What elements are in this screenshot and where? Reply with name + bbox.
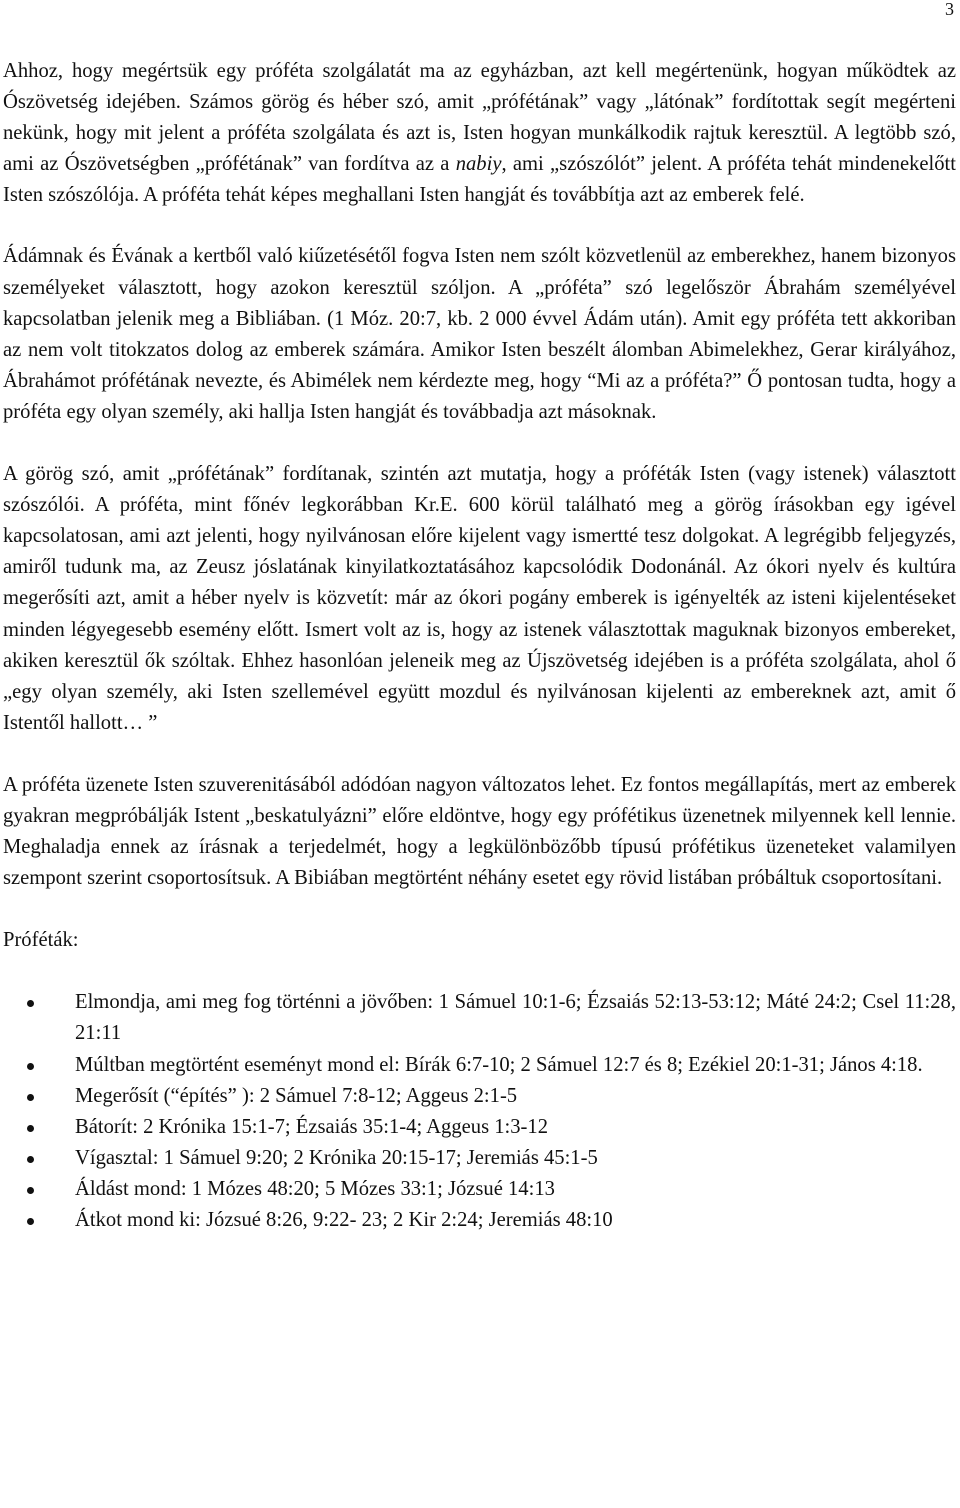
list-item-text: Megerősít (“építés” ): 2 Sámuel 7:8-12; Aggeus 2:1-5 xyxy=(75,1084,518,1107)
list-item-text: Átkot mond ki: Józsué 8:26, 9:22- 23; 2 Kir 2:24; Jeremiás 48:10 xyxy=(75,1209,613,1231)
bullet-icon xyxy=(27,1000,34,1007)
page-number: 3 xyxy=(945,0,954,19)
paragraph-old-testament xyxy=(3,241,956,428)
bullet-icon xyxy=(27,1063,34,1070)
paragraph-message-variety xyxy=(3,770,956,894)
list-item xyxy=(3,1050,956,1081)
bullet-icon xyxy=(27,1218,34,1225)
list-item xyxy=(3,1205,956,1236)
list-item-text: Vígasztal: 1 Sámuel 9:20; 2 Krónika 20:15-17; Jeremiás 45:1-5 xyxy=(75,1146,598,1169)
paragraph-text: , ami „szószólót” jelent. A próféta tehát mindenekelőtt Isten szószólója. A próféta tehát képes meghallani Isten hangját és továbbítja azt az emberek felé. xyxy=(3,153,956,207)
list-item xyxy=(3,1081,956,1112)
list-item-text: Elmondja, ami meg fog történni a jövőben: 1 Sámuel 10:1-6; Ézsaiás 52:13-53:12; Máté 24:2; Csel 11:28, 21:11 xyxy=(75,991,956,1045)
paragraph-text: A görög szó, amit „prófétának” fordítanak, szintén azt mutatja, hogy a próféták Isten (vagy istenek) választott szószólói. A próféta, mint főnév legkorábban Kr.E. 600 körül található meg a görög írásokban egy igével kapcsolatosan, ami azt jelenti, hogy nyilvánosan előre kijelent vagy ismertté tesz dolgokat. A legrégibb feljegyzés, amiről tudunk ma, az Zeusz jóslatának kinyilatkoztatásához kapcsolódik Dodonánál. Az ókori nyelv és kultúra megerősíti azt, amit a héber nyelv is közvetít: már az ókori pogány emberek is igényelték az isteni kijelentéseket minden légyegesebb esemény előtt. Ismert volt az is, hogy az istenek választottak maguknak bizonyos embereket, akiken keresztül ők szóltak. Ehhez hasonlóan jeleneik meg az Újszövetség idejében is a próféta szolgálata, ahol ő „egy olyan személy, aki Isten szellemével együtt mozdul és nyilvánosan kijelenti az embereknek azt, amit ő Istentől hallott… ” xyxy=(3,463,956,734)
paragraph-text: A próféta üzenete Isten szuverenitásából adódóan nagyon változatos lehet. Ez fontos megállapítás, mert az emberek gyakran megpróbálják Istent „beskatulyázni” előre eldöntve, hogy egy prófétikus üzenetnek milyennek kell lennie. Meghaladja ennek az írásnak a terjedelmét, hogy a legkülönbözőbb típusú prófétikus üzeneteket valamilyen szempont szerint csoportosítsuk. A Bibiában megtörtént néhány esetet egy rövid listában próbáltuk csoportosítani. xyxy=(3,773,956,890)
list-item xyxy=(3,1174,956,1205)
list-item-text: Bátorít: 2 Krónika 15:1-7; Ézsaiás 35:1-4; Aggeus 1:3-12 xyxy=(75,1115,549,1138)
prophet-types-list xyxy=(3,987,956,1236)
hebrew-term-nabiy: nabiy xyxy=(455,153,502,176)
list-item xyxy=(3,987,956,1049)
paragraph-text: Ádámnak és Évának a kertből való kiűzetésétől fogva Isten nem szólt közvetlenül az emberekhez, hanem bizonyos személyeket választott, hogy azokon keresztül szóljon. A „próféta” szó legelőször Ábrahám személyével kapcsolatban jelenik meg a Bibliában. (1 Móz. 20:7, kb. 2 000 évvel Ádám után). Amit egy próféta tett akkoriban az nem volt titokzatos dolog az emberek számára. Amikor Isten beszélt álomban Abimelekhez, Gerar királyához, Ábrahámot prófétának nevezte, és Abimélek nem kérdezte meg, hogy “Mi az a próféta?” Ő pontosan tudta, hogy a próféta egy olyan személy, aki hallja Isten hangját és továbbadja azt másoknak. xyxy=(3,245,956,423)
bullet-icon xyxy=(27,1094,34,1101)
bullet-icon xyxy=(27,1125,34,1132)
list-label: Próféták: xyxy=(3,929,79,952)
list-item-text: Múltban megtörtént eseményt mond el: Bírák 6:7-10; 2 Sámuel 12:7 és 8; Ezékiel 20:1-31; János 4:18. xyxy=(75,1053,923,1076)
paragraph-text: Ahhoz, hogy megértsük egy próféta szolgálatát ma az egyházban, azt kell megértenünk, hogyan működtek az Ószövetség idejében. Számos görög és héber szó, amit „prófétának” vagy „látónak” fordítottak segít megérteni nekünk, hogy mit jelent a próféta szolgálata és azt is, Isten hogyan munkálkodik rajtuk keresztül. A legtöbb szó, ami az Ószövetségben „prófétának” van fordítva az a xyxy=(3,60,956,176)
list-item-text: Áldást mond: 1 Mózes 48:20; 5 Mózes 33:1; Józsué 14:13 xyxy=(75,1177,555,1200)
paragraph-prophet-role xyxy=(3,56,956,211)
paragraph-greek-word xyxy=(3,459,956,739)
document-body xyxy=(3,56,956,1236)
bullet-icon xyxy=(27,1156,34,1163)
bullet-icon xyxy=(27,1187,34,1194)
list-item xyxy=(3,1112,956,1143)
list-item xyxy=(3,1143,956,1174)
